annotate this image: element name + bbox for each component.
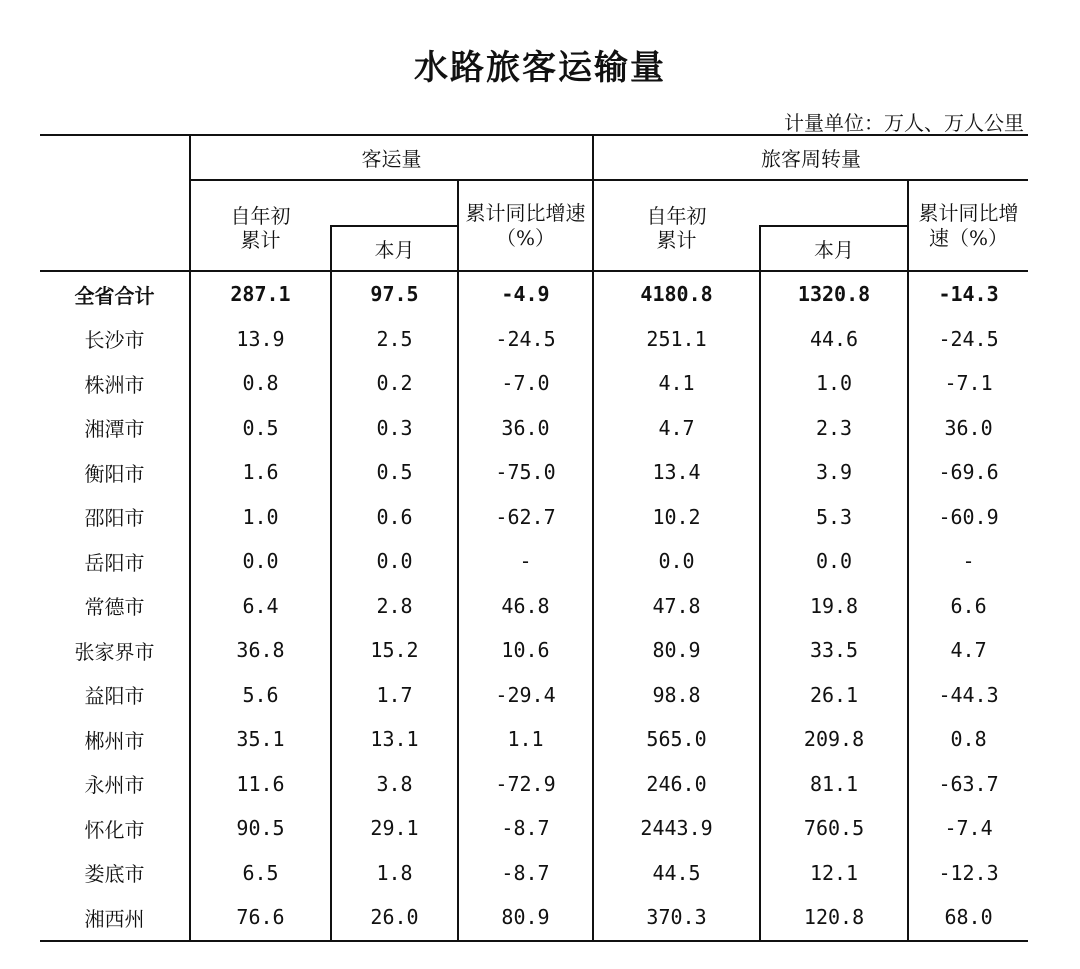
volume-month-cell: 1.7 — [331, 673, 458, 718]
turnover-growth-cell: -63.7 — [908, 762, 1028, 807]
header-growth2-line1: 累计同比增 — [918, 201, 1019, 225]
turnover-ytd-cell: 13.4 — [593, 450, 760, 495]
volume-month-cell: 3.8 — [331, 762, 458, 807]
volume-ytd-cell: 0.8 — [190, 361, 331, 406]
turnover-month-cell: 81.1 — [760, 762, 908, 807]
volume-growth-cell: -62.7 — [458, 495, 593, 540]
turnover-growth-cell: - — [908, 539, 1028, 584]
turnover-month-cell: 19.8 — [760, 584, 908, 629]
turnover-month-cell: 44.6 — [760, 317, 908, 362]
header-ytd-line2: 累计 — [656, 228, 697, 252]
volume-month-cell: 15.2 — [331, 628, 458, 673]
header-growth1-line1: 累计同比增速 — [465, 201, 586, 225]
turnover-ytd-cell: 370.3 — [593, 895, 760, 941]
turnover-month-cell: 760.5 — [760, 806, 908, 851]
table-row — [40, 450, 1028, 495]
volume-ytd-cell: 11.6 — [190, 762, 331, 807]
turnover-month-cell: 209.8 — [760, 717, 908, 762]
volume-ytd-cell: 0.5 — [190, 406, 331, 451]
volume-growth-cell: -75.0 — [458, 450, 593, 495]
region-cell: 全省合计 — [40, 271, 190, 317]
volume-growth-cell: 46.8 — [458, 584, 593, 629]
turnover-growth-cell: -7.1 — [908, 361, 1028, 406]
turnover-growth-cell: 0.8 — [908, 717, 1028, 762]
header-ytd-line2: 累计 — [240, 228, 281, 252]
volume-ytd-cell: 1.6 — [190, 450, 331, 495]
turnover-month-cell: 2.3 — [760, 406, 908, 451]
volume-growth-cell: -7.0 — [458, 361, 593, 406]
volume-ytd-cell: 36.8 — [190, 628, 331, 673]
turnover-month-cell: 0.0 — [760, 539, 908, 584]
volume-growth-cell: - — [458, 539, 593, 584]
turnover-ytd-cell: 4180.8 — [593, 271, 760, 317]
volume-month-cell: 0.0 — [331, 539, 458, 584]
table-row — [40, 539, 1028, 584]
volume-growth-cell: -24.5 — [458, 317, 593, 362]
volume-month-cell: 0.5 — [331, 450, 458, 495]
turnover-month-cell: 33.5 — [760, 628, 908, 673]
volume-ytd-cell: 0.0 — [190, 539, 331, 584]
turnover-month-cell: 3.9 — [760, 450, 908, 495]
header-spacer — [331, 180, 458, 226]
turnover-ytd-cell: 98.8 — [593, 673, 760, 718]
volume-growth-cell: 80.9 — [458, 895, 593, 941]
turnover-growth-cell: -12.3 — [908, 851, 1028, 896]
header-ytd-volume — [190, 180, 331, 271]
table-row — [40, 317, 1028, 362]
region-cell: 怀化市 — [84, 817, 145, 842]
volume-growth-cell: -8.7 — [458, 851, 593, 896]
volume-growth-cell: 10.6 — [458, 628, 593, 673]
volume-month-cell: 29.1 — [331, 806, 458, 851]
turnover-ytd-cell: 246.0 — [593, 762, 760, 807]
volume-growth-cell: -29.4 — [458, 673, 593, 718]
turnover-growth-cell: 4.7 — [908, 628, 1028, 673]
turnover-ytd-cell: 565.0 — [593, 717, 760, 762]
table-row — [40, 673, 1028, 718]
region-cell: 常德市 — [84, 595, 145, 620]
table-row — [40, 851, 1028, 896]
region-cell: 衡阳市 — [84, 461, 145, 486]
turnover-ytd-cell: 4.7 — [593, 406, 760, 451]
volume-month-cell: 97.5 — [331, 271, 458, 317]
turnover-growth-cell: -44.3 — [908, 673, 1028, 718]
header-month-volume: 本月 — [331, 226, 458, 271]
volume-month-cell: 13.1 — [331, 717, 458, 762]
turnover-ytd-cell: 47.8 — [593, 584, 760, 629]
turnover-growth-cell: -24.5 — [908, 317, 1028, 362]
region-cell: 益阳市 — [84, 684, 145, 709]
table-row — [40, 717, 1028, 762]
data-table — [40, 134, 1028, 942]
region-cell: 长沙市 — [84, 328, 145, 353]
table-row — [40, 895, 1028, 941]
turnover-month-cell: 12.1 — [760, 851, 908, 896]
turnover-ytd-cell: 10.2 — [593, 495, 760, 540]
volume-growth-cell: 36.0 — [458, 406, 593, 451]
header-ytd-line1: 自年初 — [230, 204, 291, 228]
volume-month-cell: 0.6 — [331, 495, 458, 540]
turnover-month-cell: 120.8 — [760, 895, 908, 941]
turnover-ytd-cell: 251.1 — [593, 317, 760, 362]
table-row — [40, 762, 1028, 807]
table-row — [40, 584, 1028, 629]
volume-month-cell: 2.5 — [331, 317, 458, 362]
volume-growth-cell: -8.7 — [458, 806, 593, 851]
turnover-ytd-cell: 2443.9 — [593, 806, 760, 851]
header-growth-turnover — [908, 180, 1028, 271]
turnover-growth-cell: 36.0 — [908, 406, 1028, 451]
volume-growth-cell: -72.9 — [458, 762, 593, 807]
header-growth1-line2: （%） — [496, 226, 556, 250]
volume-ytd-cell: 13.9 — [190, 317, 331, 362]
turnover-growth-cell: -60.9 — [908, 495, 1028, 540]
volume-ytd-cell: 6.4 — [190, 584, 331, 629]
volume-ytd-cell: 76.6 — [190, 895, 331, 941]
volume-ytd-cell: 5.6 — [190, 673, 331, 718]
header-growth2-line2: 速（%） — [929, 226, 1009, 250]
region-cell: 邵阳市 — [84, 506, 145, 531]
turnover-ytd-cell: 80.9 — [593, 628, 760, 673]
header-corner — [40, 135, 190, 271]
volume-month-cell: 1.8 — [331, 851, 458, 896]
header-month-turnover: 本月 — [760, 226, 908, 271]
table-row — [40, 628, 1028, 673]
header-group-passenger-turnover: 旅客周转量 — [593, 135, 1028, 180]
volume-growth-cell: -4.9 — [458, 271, 593, 317]
region-cell: 郴州市 — [84, 728, 145, 753]
volume-month-cell: 26.0 — [331, 895, 458, 941]
region-cell: 湘潭市 — [84, 417, 145, 442]
region-cell: 湘西州 — [40, 895, 190, 941]
table-row — [40, 495, 1028, 540]
page-title: 水路旅客运输量 — [414, 48, 666, 88]
region-cell: 岳阳市 — [84, 550, 145, 575]
turnover-growth-cell: 6.6 — [908, 584, 1028, 629]
turnover-growth-cell: -7.4 — [908, 806, 1028, 851]
volume-month-cell: 0.2 — [331, 361, 458, 406]
table-row — [40, 361, 1028, 406]
turnover-month-cell: 26.1 — [760, 673, 908, 718]
volume-ytd-cell: 35.1 — [190, 717, 331, 762]
volume-month-cell: 2.8 — [331, 584, 458, 629]
volume-growth-cell: 1.1 — [458, 717, 593, 762]
volume-month-cell: 0.3 — [331, 406, 458, 451]
turnover-month-cell: 1320.8 — [760, 271, 908, 317]
table-row — [40, 406, 1028, 451]
volume-ytd-cell: 1.0 — [190, 495, 331, 540]
table-total-row — [40, 271, 1028, 317]
header-ytd-turnover — [593, 180, 760, 271]
turnover-month-cell: 5.3 — [760, 495, 908, 540]
turnover-ytd-cell: 0.0 — [593, 539, 760, 584]
turnover-ytd-cell: 44.5 — [593, 851, 760, 896]
volume-ytd-cell: 90.5 — [190, 806, 331, 851]
region-cell: 永州市 — [84, 773, 145, 798]
header-group-passenger-volume: 客运量 — [190, 135, 593, 180]
table-row — [40, 806, 1028, 851]
turnover-growth-cell: -14.3 — [908, 271, 1028, 317]
volume-ytd-cell: 6.5 — [190, 851, 331, 896]
region-cell: 张家界市 — [74, 639, 155, 664]
turnover-growth-cell: 68.0 — [908, 895, 1028, 941]
header-ytd-line1: 自年初 — [646, 204, 707, 228]
region-cell: 娄底市 — [84, 862, 145, 887]
unit-note: 计量单位：万人、万人公里 — [784, 111, 1024, 135]
volume-ytd-cell: 287.1 — [190, 271, 331, 317]
header-growth-volume — [458, 180, 593, 271]
region-cell: 株洲市 — [84, 372, 145, 397]
header-spacer — [760, 180, 908, 226]
turnover-growth-cell: -69.6 — [908, 450, 1028, 495]
turnover-month-cell: 1.0 — [760, 361, 908, 406]
turnover-ytd-cell: 4.1 — [593, 361, 760, 406]
